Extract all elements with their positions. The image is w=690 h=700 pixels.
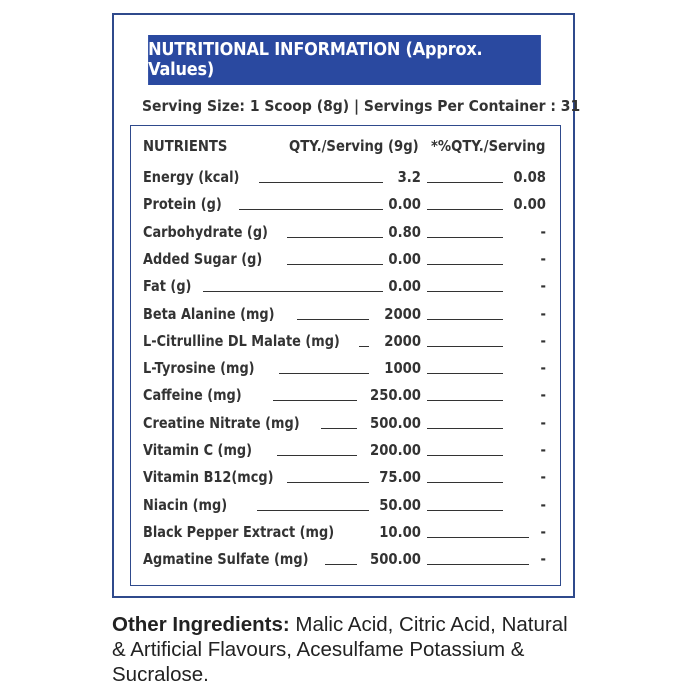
nutrient-qty: 3.2 (397, 168, 421, 186)
nutrient-qty: 2000 (384, 304, 421, 323)
nutrient-pct: - (540, 468, 546, 487)
nutrient-qty: 500.00 (370, 413, 421, 432)
nutrient-pct: - (540, 522, 546, 541)
nutrient-pct: - (540, 550, 546, 569)
nutrient-qty: 250.00 (370, 386, 421, 405)
other-ingredients (112, 612, 582, 687)
nutrition-panel (112, 13, 581, 598)
table-row (131, 273, 560, 300)
table-row (131, 437, 560, 464)
leader-line (427, 237, 503, 238)
nutrient-name: Creatine Nitrate (mg) (143, 413, 300, 432)
other-ingredients-label: Other Ingredients: (112, 613, 290, 636)
table-row (131, 410, 560, 437)
panel-title: NUTRITIONAL INFORMATION (Approx. Values) (148, 35, 541, 85)
nutrient-pct: - (540, 441, 546, 459)
nutrient-name: Agmatine Sulfate (mg) (143, 550, 309, 569)
nutrient-pct: - (540, 413, 546, 432)
nutrient-qty: 50.00 (379, 495, 421, 514)
leader-line (427, 373, 503, 374)
nutrient-pct: - (540, 249, 546, 268)
serving-info: Serving Size: 1 Scoop (8g) | Servings Per Container : 31 (142, 97, 581, 115)
nutrient-pct: 0.00 (513, 195, 546, 214)
nutrient-name: Carbohydrate (g) (143, 222, 268, 241)
nutrient-name: Caffeine (mg) (143, 386, 242, 405)
table-row (131, 301, 560, 328)
nutrient-pct: - (540, 277, 546, 296)
nutrient-pct: - (540, 304, 546, 323)
nutrient-qty: 200.00 (370, 441, 421, 459)
header-pct: *%QTY./Serving (431, 137, 546, 155)
table-row (131, 382, 560, 409)
nutrient-name: Added Sugar (g) (143, 249, 263, 268)
table-row (131, 164, 560, 191)
nutrient-qty: 75.00 (379, 468, 421, 487)
nutrient-pct: - (540, 331, 546, 350)
table-row (131, 355, 560, 382)
leader-line (427, 482, 503, 483)
leader-line (427, 400, 503, 401)
leader-line (427, 291, 503, 292)
nutrient-name: Vitamin C (mg) (143, 441, 253, 459)
leader-line (427, 428, 503, 429)
leader-line (427, 264, 503, 265)
other-ingredients-text: Malic Acid, Citric Acid, Natural & Artificial Flavours, Acesulfame Potassium & Sucralose. (112, 613, 568, 686)
nutrient-qty: 1000 (384, 359, 421, 378)
nutrient-qty: 0.00 (388, 277, 421, 296)
nutrient-name: Beta Alanine (mg) (143, 304, 275, 323)
table-row (131, 464, 560, 491)
header-nutrients: NUTRIENTS (143, 137, 228, 155)
nutrient-pct: - (540, 386, 546, 405)
leader-line (427, 319, 503, 320)
nutrient-qty: 0.00 (388, 249, 421, 268)
leader-line (427, 455, 503, 456)
leader-line (427, 182, 503, 183)
leader-line (427, 346, 503, 347)
nutrient-name: Energy (kcal) (143, 168, 240, 186)
nutrient-pct: - (540, 222, 546, 241)
nutrient-name: L-Citrulline DL Malate (mg) (143, 331, 340, 350)
nutrient-name: L-Tyrosine (mg) (143, 359, 255, 378)
nutrient-name: Niacin (mg) (143, 495, 228, 514)
header-qty: QTY./Serving (9g) (289, 137, 419, 155)
nutrient-qty: 0.80 (388, 222, 421, 241)
nutrient-name: Fat (g) (143, 277, 192, 296)
nutrient-pct: 0.08 (513, 168, 546, 186)
nutrient-table (130, 125, 561, 586)
nutrient-qty: 2000 (384, 331, 421, 350)
nutrient-pct: - (540, 495, 546, 514)
leader-line (427, 510, 503, 511)
table-row (131, 191, 560, 218)
leader-line (427, 209, 503, 210)
nutrient-pct: - (540, 359, 546, 378)
nutrient-qty: 500.00 (370, 550, 421, 569)
table-row (131, 519, 560, 546)
table-row (131, 328, 560, 355)
nutrient-qty: 10.00 (379, 522, 421, 541)
table-row (131, 492, 560, 519)
table-row (131, 219, 560, 246)
nutrient-name: Protein (g) (143, 195, 222, 214)
nutrient-name: Vitamin B12(mcg) (143, 468, 274, 487)
nutrient-name: Black Pepper Extract (mg) (143, 522, 335, 541)
table-row (131, 546, 560, 573)
nutrient-qty: 0.00 (388, 195, 421, 214)
table-row (131, 246, 560, 273)
